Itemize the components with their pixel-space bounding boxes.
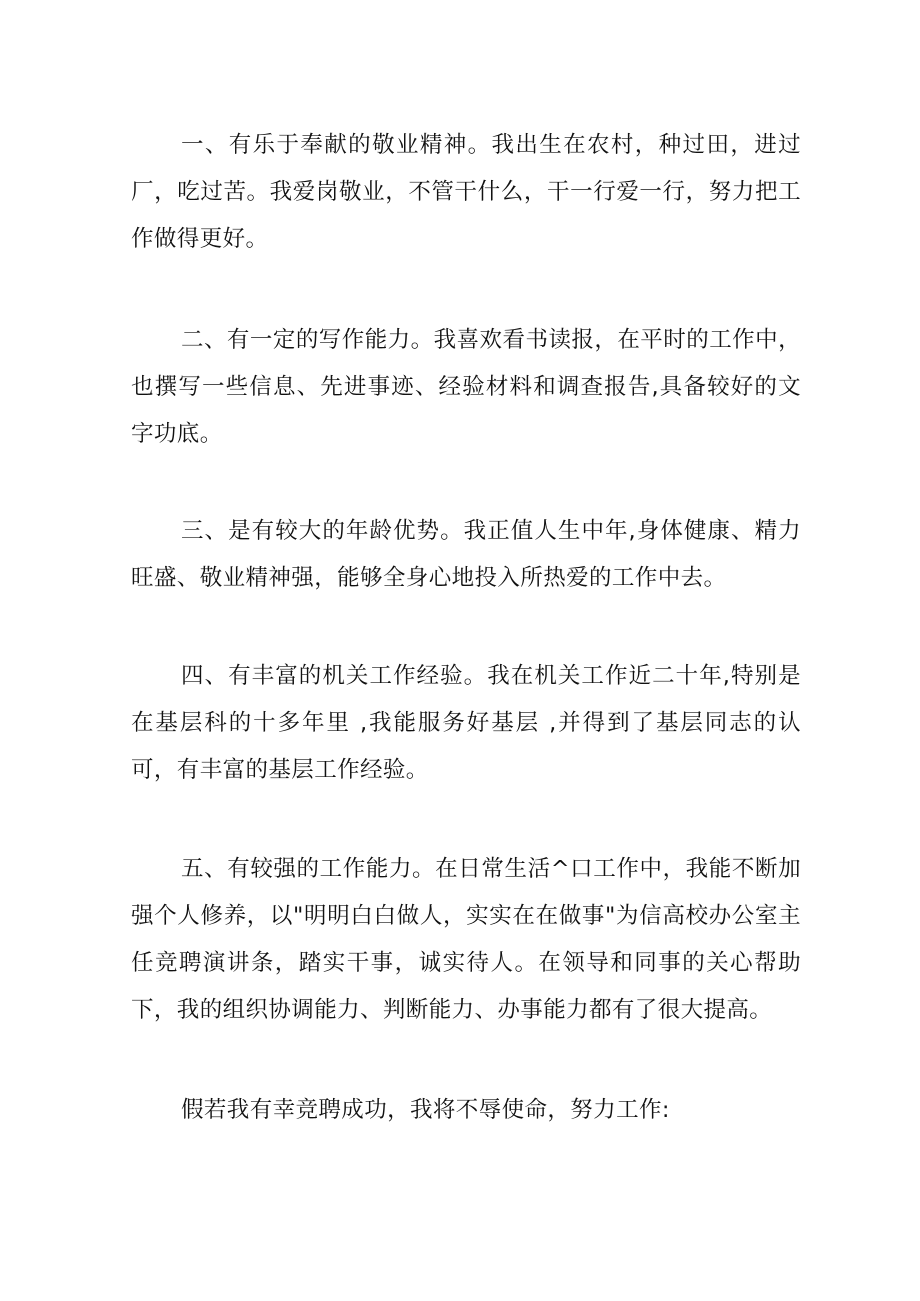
paragraph-work-experience: 四、有丰富的机关工作经验。我在机关工作近二十年,特别是在基层科的十多年里 ,我能服务好基层 ,并得到了基层同志的认可，有丰富的基层工作经验。 [131, 663, 801, 783]
paragraph-age-advantage: 三、是有较大的年龄优势。我正值人生中年,身体健康、精力旺盛、敬业精神强，能够全身心地投入所热爱的工作中去。 [131, 518, 801, 591]
paragraph-dedication: 一、有乐于奉献的敬业精神。我出生在农村，种过田，进过厂，吃过苦。我爱岗敬业，不管干什么，干一行爱一行，努力把工作做得更好。 [131, 132, 801, 252]
paragraph-work-ability: 五、有较强的工作能力。在日常生活^口工作中，我能不断加强个人修养，以"明明白白做人，实实在在做事"为信高校办公室主任竞聘演讲条，踏实干事，诚实待人。在领导和同事的关心帮助下，我的组织协调能力、判断能力、办事能力都有了很大提高。 [131, 856, 801, 1023]
paragraph-commitment: 假若我有幸竞聘成功，我将不辱使命，努力工作: [181, 1097, 670, 1123]
paragraph-writing-ability: 二、有一定的写作能力。我喜欢看书读报，在平时的工作中，也撰写一些信息、先进事迹、经验材料和调查报告,具备较好的文字功底。 [131, 327, 801, 447]
